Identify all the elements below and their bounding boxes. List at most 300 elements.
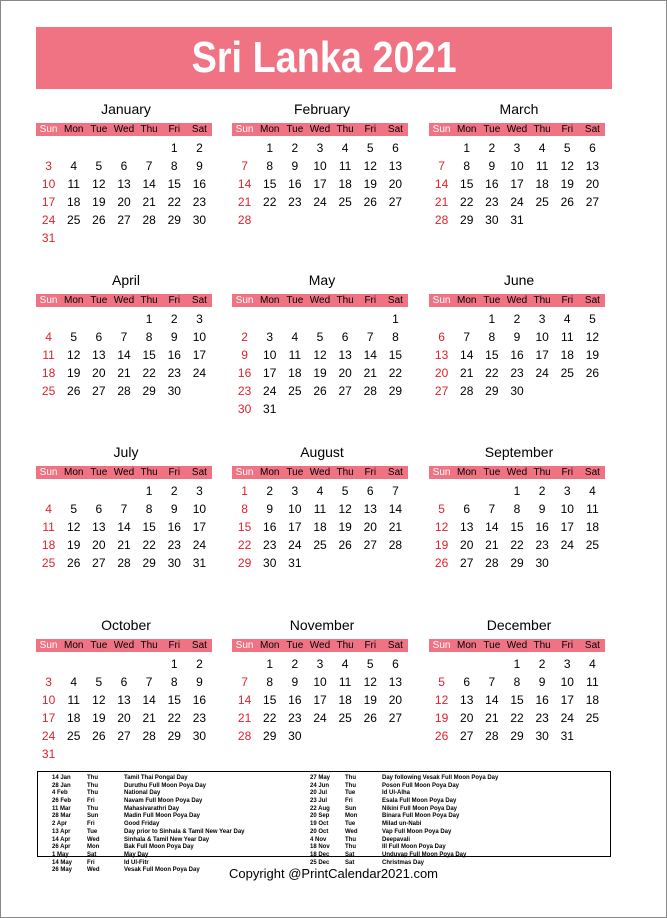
day-cell: 24 [192, 538, 207, 552]
day-cell: 2 [488, 141, 496, 155]
day-cell: 11 [338, 159, 352, 173]
holiday-row [52, 852, 245, 860]
weekday-label: Tue [483, 467, 501, 478]
day-blank [307, 310, 332, 328]
day-cell: 31 [560, 729, 574, 743]
day-cell: 24 [41, 729, 56, 743]
weekday-label: Sun [235, 124, 254, 135]
holiday-weekday: Wed [87, 836, 100, 843]
weekday-label: Thu [533, 124, 551, 135]
day-cell: 4 [538, 141, 546, 155]
holiday-name: Navam Full Moon Poya Day [124, 798, 203, 805]
day-cell: 3 [291, 484, 299, 498]
weekday-header [36, 639, 212, 652]
day-cell: 18 [288, 366, 302, 380]
weekday-label: Fri [561, 124, 574, 135]
day-cell: 6 [438, 330, 445, 344]
day-cell: 11 [561, 330, 574, 344]
month-name: May [308, 272, 336, 288]
day-cell: 10 [288, 502, 302, 516]
weekday-label: Sun [235, 295, 254, 306]
day-blank [111, 655, 136, 673]
holiday-row [310, 829, 498, 837]
holiday-name: Vap Full Moon Poya Day [382, 828, 452, 835]
holiday-row [310, 837, 498, 845]
day-blank [479, 655, 504, 673]
day-cell: 3 [45, 675, 52, 689]
day-cell: 8 [241, 502, 248, 516]
day-cell: 20 [117, 195, 131, 209]
day-cell: 4 [70, 675, 78, 689]
day-cell: 14 [485, 693, 499, 707]
day-cell: 6 [589, 141, 596, 155]
holiday-weekday: Tue [345, 790, 356, 797]
day-cell: 16 [485, 177, 499, 191]
day-cell: 27 [434, 384, 449, 398]
day-cell: 21 [485, 711, 499, 725]
day-cell: 6 [95, 330, 103, 344]
copyright-text: Copyright @PrintCalendar2021.com [228, 866, 439, 881]
holiday-weekday: Sat [345, 859, 355, 866]
day-cell: 15 [263, 693, 277, 707]
month-name: April [111, 272, 140, 288]
day-cell: 27 [388, 711, 403, 725]
day-cell: 27 [460, 729, 474, 743]
day-blank [111, 310, 136, 328]
weekday-label: Mon [259, 124, 280, 135]
holiday-weekday: Mon [87, 844, 100, 851]
day-cell: 18 [41, 538, 56, 552]
weekday-label: Tue [90, 467, 108, 478]
holiday-name: Duruthu Full Moon Poya Day [124, 782, 206, 789]
weekday-label: Wed [113, 640, 135, 651]
day-cell: 18 [313, 520, 327, 534]
holiday-weekday: Thu [345, 836, 356, 843]
holiday-weekday: Sun [345, 805, 357, 812]
day-cell: 4 [341, 141, 349, 155]
day-cell: 9 [266, 502, 274, 516]
weekday-label: Mon [456, 467, 477, 478]
holiday-date: 26 May [52, 867, 73, 874]
day-blank [61, 655, 86, 673]
day-cell: 3 [563, 657, 571, 671]
day-cell: 5 [341, 484, 349, 498]
day-cell: 28 [142, 729, 156, 743]
days-grid [232, 655, 408, 745]
weekday-label: Fri [168, 124, 181, 135]
day-blank [86, 139, 111, 157]
day-cell: 7 [463, 330, 471, 344]
month-name: August [300, 444, 344, 460]
day-cell: 2 [266, 484, 274, 498]
day-cell: 3 [196, 312, 203, 326]
weekday-label: Tue [483, 640, 501, 651]
day-cell: 28 [142, 213, 156, 227]
weekday-label: Fri [561, 467, 574, 478]
holiday-date: 11 Mar [52, 805, 71, 812]
holiday-row [310, 852, 498, 860]
day-cell: 13 [434, 348, 449, 362]
day-cell: 24 [510, 195, 524, 209]
day-cell: 1 [241, 484, 248, 498]
day-cell: 30 [485, 213, 499, 227]
holiday-date: 1 May [52, 851, 69, 858]
day-cell: 5 [589, 312, 596, 326]
day-cell: 22 [237, 538, 252, 552]
day-cell: 1 [513, 484, 521, 498]
days-grid [232, 310, 408, 418]
weekday-label: Tue [286, 467, 304, 478]
month-august [232, 442, 408, 572]
day-cell: 19 [560, 177, 574, 191]
day-cell: 24 [313, 711, 327, 725]
day-cell: 1 [266, 141, 274, 155]
day-cell: 7 [438, 159, 445, 173]
holiday-weekday: Tue [345, 821, 356, 828]
day-cell: 24 [535, 366, 549, 380]
day-cell: 16 [535, 520, 549, 534]
holiday-name: National Day [124, 790, 161, 797]
day-cell: 16 [263, 520, 277, 534]
day-blank [111, 482, 136, 500]
day-cell: 6 [463, 675, 471, 689]
weekday-label: Sat [584, 640, 600, 651]
day-cell: 2 [291, 657, 299, 671]
day-cell: 22 [263, 195, 277, 209]
day-cell: 26 [363, 195, 377, 209]
day-cell: 3 [316, 141, 324, 155]
day-cell: 29 [167, 213, 181, 227]
holiday-weekday: Wed [87, 867, 100, 874]
holiday-date: 20 Sep [310, 813, 330, 820]
day-cell: 23 [485, 195, 499, 209]
weekday-label: Thu [533, 640, 551, 651]
day-cell: 4 [589, 657, 596, 671]
day-cell: 3 [513, 141, 521, 155]
day-cell: 25 [338, 195, 352, 209]
weekday-label: Wed [506, 124, 528, 135]
day-blank [137, 139, 162, 157]
day-cell: 18 [338, 693, 352, 707]
weekday-label: Sun [235, 640, 254, 651]
weekday-label: Wed [113, 295, 135, 306]
holiday-name: Milad un-Nabi [382, 821, 422, 828]
holiday-weekday: Wed [345, 828, 358, 835]
day-cell: 10 [192, 502, 207, 516]
weekday-label: Thu [336, 295, 354, 306]
day-blank [232, 310, 257, 328]
day-cell: 30 [535, 556, 549, 570]
day-cell: 15 [460, 177, 474, 191]
weekday-label: Wed [506, 467, 528, 478]
day-cell: 17 [510, 177, 524, 191]
day-cell: 17 [41, 711, 56, 725]
day-cell: 14 [237, 177, 252, 191]
day-cell: 11 [288, 348, 302, 362]
day-cell: 15 [142, 520, 156, 534]
day-cell: 19 [67, 366, 81, 380]
day-cell: 5 [70, 330, 78, 344]
day-cell: 9 [291, 675, 299, 689]
day-blank [61, 310, 86, 328]
holiday-date: 14 Jan [52, 775, 71, 781]
day-cell: 22 [460, 195, 474, 209]
day-blank [232, 139, 257, 157]
day-cell: 27 [338, 384, 352, 398]
holiday-date: 18 Dec [310, 851, 330, 858]
day-cell: 7 [241, 159, 248, 173]
day-cell: 23 [263, 538, 277, 552]
day-cell: 27 [585, 195, 600, 209]
day-cell: 23 [167, 538, 181, 552]
day-cell: 14 [388, 502, 403, 516]
month-name: February [293, 101, 351, 117]
weekday-label: Fri [364, 640, 377, 651]
weekday-label: Tue [90, 295, 108, 306]
weekday-label: Sat [191, 467, 207, 478]
weekday-label: Mon [259, 467, 280, 478]
day-cell: 4 [589, 484, 596, 498]
weekday-label: Mon [456, 640, 477, 651]
day-cell: 3 [196, 484, 203, 498]
day-cell: 3 [563, 484, 571, 498]
holiday-date: 14 Apr [52, 836, 71, 843]
day-cell: 29 [460, 213, 474, 227]
weekday-label: Sun [432, 640, 451, 651]
weekday-header [429, 123, 605, 136]
weekday-label: Tue [90, 124, 108, 135]
holiday-date: 27 May [310, 775, 331, 781]
month-july [36, 442, 212, 572]
weekday-header [429, 466, 605, 479]
day-cell: 5 [95, 159, 103, 173]
day-cell: 18 [585, 693, 600, 707]
day-cell: 17 [560, 693, 574, 707]
day-blank [479, 482, 504, 500]
day-cell: 6 [392, 657, 399, 671]
day-blank [454, 310, 479, 328]
day-cell: 28 [485, 729, 499, 743]
weekday-label: Wed [309, 124, 331, 135]
day-cell: 8 [170, 675, 178, 689]
day-cell: 21 [237, 195, 252, 209]
day-cell: 30 [167, 384, 181, 398]
weekday-label: Thu [336, 640, 354, 651]
day-cell: 29 [510, 556, 524, 570]
month-december [429, 615, 605, 745]
day-cell: 12 [585, 330, 600, 344]
weekday-label: Thu [140, 467, 158, 478]
day-cell: 22 [142, 538, 156, 552]
day-blank [86, 482, 111, 500]
weekday-label: Mon [259, 640, 280, 651]
days-grid [36, 655, 212, 763]
holiday-name: Good Friday [124, 821, 160, 828]
day-cell: 11 [42, 348, 55, 362]
day-cell: 7 [488, 675, 496, 689]
weekday-label: Mon [63, 467, 84, 478]
holiday-weekday: Thu [345, 844, 356, 851]
day-cell: 12 [338, 502, 352, 516]
day-cell: 10 [263, 348, 277, 362]
day-cell: 11 [67, 177, 80, 191]
weekday-label: Tue [483, 124, 501, 135]
day-cell: 27 [363, 538, 377, 552]
weekday-label: Fri [561, 295, 574, 306]
holiday-row [52, 837, 245, 845]
weekday-label: Tue [286, 640, 304, 651]
day-cell: 4 [341, 657, 349, 671]
holiday-date: 4 Feb [52, 790, 68, 797]
day-cell: 23 [288, 711, 302, 725]
day-cell: 6 [392, 141, 399, 155]
days-grid [429, 139, 605, 229]
day-cell: 23 [535, 711, 549, 725]
day-cell: 10 [41, 693, 56, 707]
day-cell: 1 [145, 312, 153, 326]
holiday-row [310, 844, 498, 852]
day-cell: 22 [167, 195, 181, 209]
holiday-row [310, 813, 498, 821]
day-cell: 4 [45, 330, 52, 344]
day-cell: 16 [192, 177, 207, 191]
day-cell: 2 [170, 484, 178, 498]
day-cell: 4 [291, 330, 299, 344]
holiday-date: 19 Oct [310, 821, 329, 828]
day-cell: 26 [313, 384, 327, 398]
day-blank [61, 482, 86, 500]
day-cell: 23 [237, 384, 252, 398]
weekday-label: Thu [533, 295, 551, 306]
day-cell: 10 [560, 502, 574, 516]
day-cell: 14 [142, 693, 156, 707]
day-cell: 15 [510, 693, 524, 707]
day-cell: 12 [434, 693, 449, 707]
weekday-label: Tue [483, 295, 501, 306]
day-cell: 1 [488, 312, 496, 326]
day-cell: 26 [434, 729, 449, 743]
day-blank [86, 655, 111, 673]
day-blank [257, 310, 282, 328]
month-january [36, 99, 212, 247]
weekday-header [36, 466, 212, 479]
weekday-label: Fri [168, 467, 181, 478]
days-grid [429, 482, 605, 572]
day-blank [282, 310, 307, 328]
day-cell: 26 [363, 711, 377, 725]
day-cell: 28 [460, 384, 474, 398]
day-cell: 21 [117, 538, 131, 552]
day-cell: 2 [538, 484, 546, 498]
day-cell: 19 [313, 366, 327, 380]
weekday-label: Tue [286, 124, 304, 135]
day-cell: 5 [95, 675, 103, 689]
day-cell: 24 [192, 366, 207, 380]
day-cell: 23 [535, 538, 549, 552]
day-cell: 19 [363, 177, 377, 191]
day-cell: 31 [510, 213, 524, 227]
holiday-weekday: Tue [87, 828, 98, 835]
day-cell: 20 [92, 538, 106, 552]
weekday-label: Fri [364, 124, 377, 135]
day-cell: 15 [142, 348, 156, 362]
day-cell: 28 [237, 729, 252, 743]
weekday-label: Thu [140, 640, 158, 651]
day-cell: 15 [485, 348, 499, 362]
holiday-row [52, 829, 245, 837]
holiday-row [310, 798, 498, 806]
month-name: November [289, 617, 355, 633]
day-cell: 24 [313, 195, 327, 209]
day-cell: 17 [41, 195, 56, 209]
day-cell: 19 [92, 195, 106, 209]
weekday-header [232, 294, 408, 307]
day-cell: 28 [363, 384, 377, 398]
weekday-label: Mon [63, 640, 84, 651]
weekday-label: Fri [364, 295, 377, 306]
holiday-row [52, 806, 245, 814]
day-cell: 30 [237, 402, 252, 416]
day-cell: 29 [485, 384, 499, 398]
holiday-name: Binara Full Moon Poya Day [382, 813, 460, 820]
day-cell: 24 [560, 711, 574, 725]
day-cell: 13 [460, 520, 474, 534]
day-cell: 10 [313, 159, 327, 173]
days-grid [429, 655, 605, 745]
holiday-column-left [52, 775, 245, 875]
day-cell: 30 [510, 384, 524, 398]
day-cell: 2 [196, 141, 203, 155]
day-cell: 5 [316, 330, 324, 344]
holiday-name: Tamil Thai Pongal Day [124, 775, 188, 781]
weekday-label: Wed [506, 295, 528, 306]
weekday-header [429, 639, 605, 652]
day-cell: 8 [145, 330, 153, 344]
day-cell: 11 [586, 675, 599, 689]
day-cell: 17 [192, 348, 207, 362]
day-cell: 4 [563, 312, 571, 326]
day-cell: 12 [560, 159, 574, 173]
day-cell: 29 [142, 384, 156, 398]
days-grid [232, 482, 408, 572]
day-blank [111, 139, 136, 157]
day-cell: 16 [167, 520, 181, 534]
day-cell: 2 [196, 657, 203, 671]
holiday-weekday: Thu [87, 775, 98, 781]
day-cell: 30 [288, 729, 302, 743]
day-cell: 14 [117, 348, 131, 362]
day-cell: 9 [538, 675, 546, 689]
holiday-weekday: Thu [87, 805, 98, 812]
holiday-date: 14 May [52, 859, 73, 866]
holiday-row [52, 844, 245, 852]
day-cell: 15 [237, 520, 252, 534]
days-grid [36, 139, 212, 247]
day-cell: 26 [338, 538, 352, 552]
day-cell: 5 [438, 675, 445, 689]
weekday-label: Wed [309, 640, 331, 651]
day-blank [86, 310, 111, 328]
day-cell: 2 [538, 657, 546, 671]
day-cell: 18 [41, 366, 56, 380]
day-cell: 30 [192, 213, 207, 227]
holiday-weekday: Thu [87, 790, 98, 797]
holiday-date: 28 Mar [52, 813, 72, 820]
month-name: March [499, 101, 539, 117]
day-cell: 9 [196, 675, 203, 689]
weekday-label: Sun [235, 467, 254, 478]
month-may [232, 270, 408, 418]
